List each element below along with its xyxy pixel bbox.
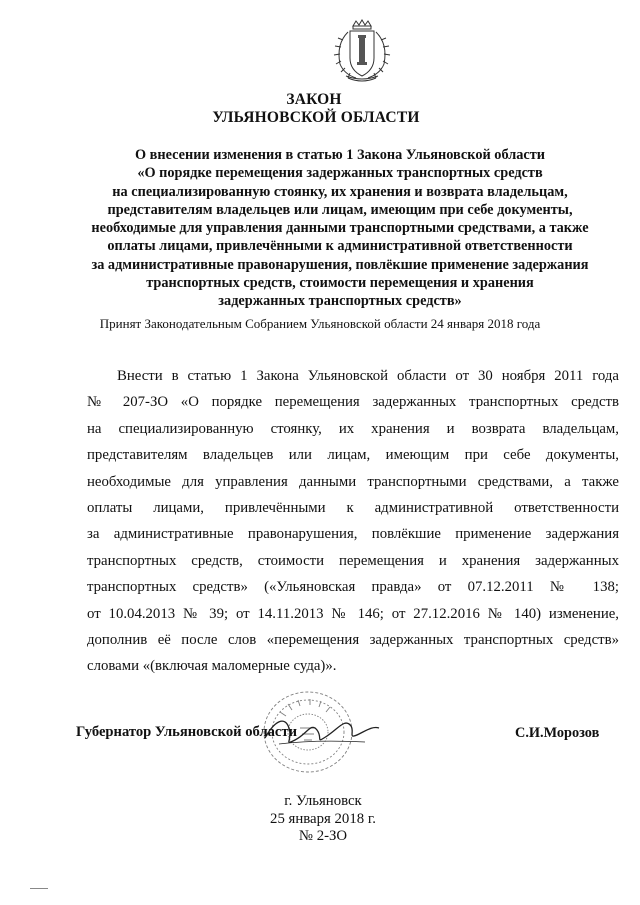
subject-line: «О порядке перемещения задержанных транспортных средств <box>137 165 543 182</box>
coat-of-arms-icon <box>326 18 398 84</box>
page-edge-mark <box>30 888 48 889</box>
subject-line: О внесении изменения в статью 1 Закона Ульяновской области <box>134 147 546 163</box>
document-type-title: ЗАКОН <box>286 91 342 108</box>
subject-line: за административные правонарушения, повлёкшие применение задержания <box>91 256 589 273</box>
body-line: на специализированную стоянку, их хранения и возврата владельцам, <box>87 420 619 437</box>
subject-line: транспортных средств, стоимости перемещения и хранения <box>146 275 534 292</box>
body-line: за административные правонарушения, повлёкшие применение задержания <box>87 526 619 543</box>
subject-line: оплаты лицами, привлечёнными к административной ответственности <box>107 238 573 255</box>
body-line: необходимые для управления данными транспортными средствами, а также <box>87 473 619 490</box>
law-body-paragraph <box>87 363 619 680</box>
subject-line: на специализированную стоянку, их хранения и возврата владельцам, <box>112 183 568 200</box>
body-line: от 10.04.2013 № 39; от 14.11.2013 № 146; от 27.12.2016 № 140) изменение, <box>87 605 619 622</box>
subject-line: представителям владельцев или лицам, имеющим при себе документы, <box>107 201 573 218</box>
law-subject-heading <box>80 146 600 311</box>
document-footer <box>0 793 640 846</box>
subject-line: необходимые для управления данными транспортными средствами, а также <box>91 220 589 237</box>
body-line: оплаты лицами, привлечёнными к административной ответственности <box>87 499 619 516</box>
footer-city: г. Ульяновск <box>284 793 362 809</box>
body-line: транспортных средств, стоимости перемещения и хранения задержанных <box>87 552 619 569</box>
signatory-name: С.И.Морозов <box>515 725 600 741</box>
footer-number: № 2-ЗО <box>298 828 348 844</box>
document-region-title: УЛЬЯНОВСКОЙ ОБЛАСТИ <box>212 109 420 126</box>
footer-date: 25 января 2018 г. <box>270 810 376 827</box>
body-line: транспортных средств» («Ульяновская правда» от 07.12.2011 № 138; <box>87 579 619 596</box>
body-line: словами «(включая маломерные суда)». <box>87 658 337 675</box>
body-line: № 207-ЗО «О порядке перемещения задержанных транспортных средств <box>87 394 619 411</box>
signatory-position: Губернатор Ульяновской области <box>76 724 297 740</box>
subject-line: задержанных транспортных средств» <box>218 293 462 310</box>
adoption-note: Принят Законодательным Собранием Ульяновской области 24 января 2018 года <box>99 316 541 331</box>
body-line: Внести в статью 1 Закона Ульяновской области от 30 ноября 2011 года <box>117 368 619 384</box>
body-line: дополнив её после слов «перемещения задержанных транспортных средств» <box>87 631 619 648</box>
body-line: представителям владельцев или лицам, имеющим при себе документы, <box>87 447 619 464</box>
